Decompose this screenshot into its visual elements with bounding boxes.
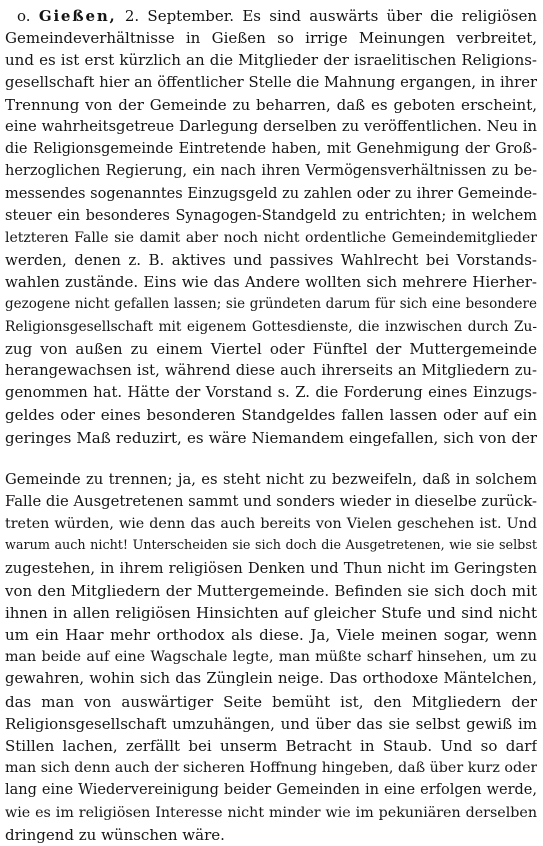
correspondent-marker: o. bbox=[17, 7, 31, 25]
text-line: treten würden, wie denn das auch bereits von Vielen geschehen ist. Und bbox=[5, 516, 537, 533]
text-line: wahlen zustände. Eins wie das Andere wollten sich mehrere Hierher- bbox=[5, 273, 537, 292]
text-line: Religionsgesellschaft umzuhängen, und über das sie selbst gewiß im bbox=[5, 714, 537, 733]
text-line: dringend zu wünschen wäre. bbox=[5, 825, 225, 844]
text-line: von den Mitgliedern der Muttergemeinde. Befinden sie sich doch mit bbox=[5, 581, 537, 600]
text-line: Es sind auswärts über die religiösen bbox=[242, 7, 537, 25]
text-line: gesellschaft hier an öffentlicher Stelle die Mahnung ergangen, in ihrer bbox=[5, 73, 537, 91]
text-line: man sich denn auch der sicheren Hoffnung hingeben, daß über kurz oder bbox=[5, 760, 537, 777]
text-line: Falle die Ausgetretenen sammt und sonders wieder in dieselbe zurück- bbox=[5, 492, 537, 510]
text-line: letzteren Falle sie damit aber noch nicht ordentliche Gemeindemitglieder bbox=[5, 229, 537, 246]
text-line: ihnen in allen religiösen Hinsichten auf gleicher Stufe und sind nicht bbox=[5, 603, 537, 622]
text-line: geldes oder eines besonderen Standgeldes fallen lassen oder auf ein bbox=[5, 406, 537, 425]
dateline-date: 2. September. bbox=[124, 7, 235, 25]
text-line: Religionsgesellschaft mit eigenem Gottesdienste, die inzwischen durch Zu- bbox=[5, 318, 537, 335]
text-line: wie es im religiösen Interesse nicht minder wie im pekuniären derselben bbox=[5, 804, 537, 821]
text-line: Gemeinde zu trennen; ja, es steht nicht zu bezweifeln, daß in solchem bbox=[5, 470, 537, 488]
text-line: Gemeindeverhältnisse in Gießen so irrige Meinungen verbreitet, bbox=[5, 29, 537, 48]
text-line: messendes sogenanntes Einzugsgeld zu zahlen oder zu ihrer Gemeinde- bbox=[5, 185, 537, 202]
article-first-line bbox=[5, 5, 537, 27]
text-line: steuer ein besonderes Synagogen-Standgeld zu entrichten; in welchem bbox=[5, 207, 537, 224]
text-line: geringes Maß reduzirt, es wäre Niemandem eingefallen, sich von der bbox=[5, 428, 537, 447]
text-line: zug von außen zu einem Viertel oder Fünftel der Muttergemeinde bbox=[5, 339, 537, 358]
text-line: gezogene nicht gefallen lassen; sie gründeten darum für sich eine besondere bbox=[5, 296, 537, 313]
text-line: die Religionsgemeinde Eintretende haben, mit Genehmigung der Groß- bbox=[5, 141, 537, 158]
column-break bbox=[5, 449, 537, 469]
text-line: Trennung von der Gemeinde zu beharren, daß es geboten erscheint, bbox=[5, 95, 537, 114]
text-line: genommen hat. Hätte der Vorstand s. Z. die Forderung eines Einzugs- bbox=[5, 384, 537, 402]
text-line: man beide auf eine Wagschale legte, man müßte scharf hinsehen, um zu bbox=[5, 649, 537, 666]
text-line: zugestehen, in ihrem religiösen Denken und Thun nicht im Geringsten bbox=[5, 559, 537, 577]
text-line: warum auch nicht! Unterscheiden sie sich doch die Ausgetretenen, wie sie selbst bbox=[5, 538, 537, 554]
text-line: herzoglichen Regierung, ein nach ihren Vermögensverhältnissen zu be- bbox=[5, 163, 537, 180]
text-line: werden, denen z. B. aktives und passives Wahlrecht bei Vorstands- bbox=[5, 251, 537, 270]
text-line: und es ist erst kürzlich an die Mitglieder der israelitischen Religions- bbox=[5, 51, 537, 70]
text-line: lang eine Wiedervereinigung beider Gemeinden in eine erfolgen werde, bbox=[5, 782, 537, 799]
text-line: Stillen lachen, zerfällt bei unserm Betracht in Staub. Und so darf bbox=[5, 737, 537, 755]
text-line: herangewachsen ist, während diese auch ihrerseits an Mitgliedern zu- bbox=[5, 362, 537, 379]
text-line: gewahren, wohin sich das Zünglein neige. Das orthodoxe Mäntelchen, bbox=[5, 670, 537, 688]
text-line: das man von auswärtiger Seite bemüht ist, den Mitgliedern der bbox=[5, 692, 537, 711]
text-line: um ein Haar mehr orthodox als diese. Ja, Viele meinen sogar, wenn bbox=[5, 626, 537, 645]
dateline-place: Gießen, bbox=[38, 7, 117, 25]
text-line: eine wahrheitsgetreue Darlegung derselben zu veröffentlichen. Neu in bbox=[5, 117, 537, 135]
